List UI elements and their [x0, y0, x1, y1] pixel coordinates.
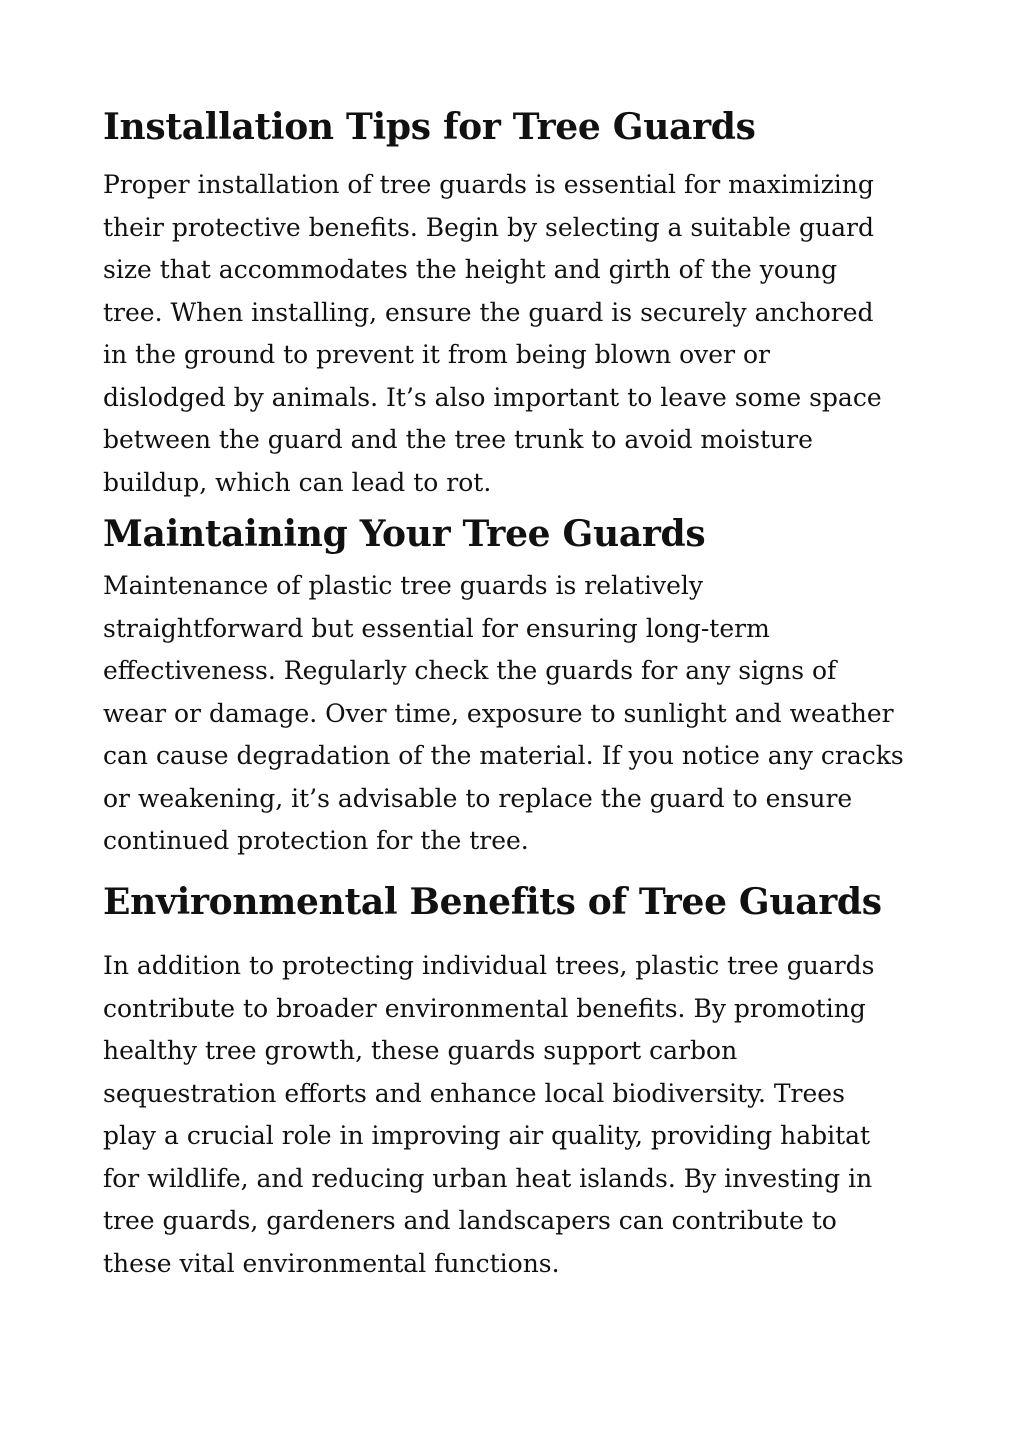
section-heading: Environmental Benefits of Tree Guards [103, 881, 882, 923]
paragraph-line: or weakening, it’s advisable to replace the guard to ensure [103, 783, 853, 813]
paragraph-line: buildup, which can lead to rot. [103, 467, 492, 497]
paragraph-line: Proper installation of tree guards is essential for maximizing [103, 170, 874, 199]
section-installation-tips [103, 105, 933, 504]
paragraph-line: sequestration efforts and enhance local biodiversity. Trees [103, 1078, 845, 1108]
paragraph-line: play a crucial role in improving air quality, providing habitat [103, 1121, 871, 1150]
section-paragraph [103, 565, 933, 863]
paragraph-line: wear or damage. Over time, exposure to sunlight and weather [103, 698, 894, 728]
section-paragraph [103, 164, 933, 504]
paragraph-line: effectiveness. Regularly check the guards for any signs of [103, 656, 837, 685]
paragraph-line: dislodged by animals. It’s also important to leave some space [103, 382, 882, 412]
paragraph-line: healthy tree growth, these guards support carbon [103, 1036, 738, 1065]
paragraph-line: tree. When installing, ensure the guard is securely anchored [103, 297, 874, 327]
paragraph-line: In addition to protecting individual trees, plastic tree guards [103, 951, 875, 980]
paragraph-line: between the guard and the tree trunk to avoid moisture [103, 425, 813, 454]
section-heading: Maintaining Your Tree Guards [103, 513, 706, 555]
paragraph-line: these vital environmental functions. [103, 1248, 560, 1278]
paragraph-line: their protective benefits. Begin by selecting a suitable guard [103, 212, 874, 242]
paragraph-line: in the ground to prevent it from being blown over or [103, 340, 771, 369]
paragraph-line: tree guards, gardeners and landscapers can contribute to [103, 1206, 837, 1235]
paragraph-line: can cause degradation of the material. If you notice any cracks [103, 741, 904, 770]
paragraph-line: for wildlife, and reducing urban heat islands. By investing in [103, 1163, 873, 1193]
paragraph-line: continued protection for the tree. [103, 826, 529, 855]
paragraph-line: contribute to broader environmental benefits. By promoting [103, 993, 866, 1023]
section-heading: Installation Tips for Tree Guards [103, 106, 756, 148]
section-paragraph [103, 945, 933, 1285]
paragraph-line: size that accommodates the height and girth of the young [103, 255, 838, 284]
paragraph-line: straightforward but essential for ensuring long-term [103, 613, 770, 643]
paragraph-line: Maintenance of plastic tree guards is relatively [103, 571, 704, 600]
section-maintaining-guards [103, 512, 933, 863]
section-environmental-benefits [103, 880, 933, 1285]
